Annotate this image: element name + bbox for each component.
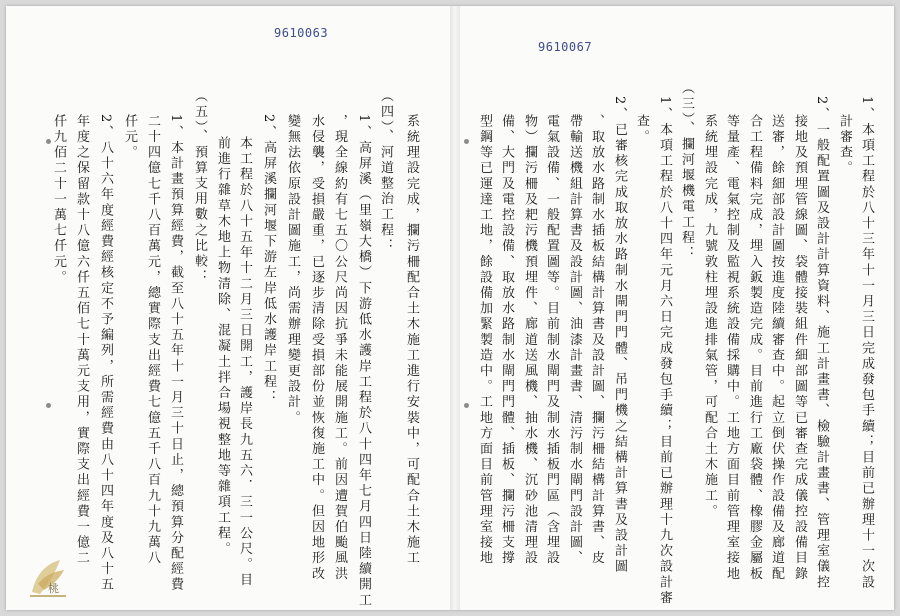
left-text-column: ，現全線約有七五〇公尺尚因抗爭未能展開施工。前因遭賀伯颱風洪 [332,114,347,582]
binding-hole [46,403,51,408]
left-text-column: 前進行雜草木地上物清除、混凝土拌合場視整地等雜項工程。 [215,136,230,558]
left-serial-stamp: 9610063 [274,26,329,40]
right-text-column: 備、大門及電控設備、取放水路制水閘門門體、插板、攔污柵支撐 [499,114,514,567]
right-text-column: 接地及預埋管線圖、袋體接裝組件細部圖等已審查完成儀控設備目錄 [792,114,807,582]
left-text-column: 2、高屏溪攔河堰下游左岸低水護岸工程： [261,114,276,406]
left-page [6,6,450,610]
svg-text:桃: 桃 [48,582,59,595]
left-text-column: 1、高屏溪（里嶺大橋）下游低水護岸工程於八十四年七月四日陸續開工 [356,114,371,609]
right-text-column: 1、本項工程於八十三年十一月三日完成發包手續；目前已辦理十一次設 [859,96,874,591]
left-text-column: 二十四億七千八百萬元，總實際支出經費七億五千八百九十九萬八 [145,114,160,567]
right-text-column: 合工程備料完成，埋入鈑製造完成。目前進行工廠袋體、橡膠金屬板 [747,114,762,582]
right-text-column: （三）、攔河堰機電工程： [679,81,694,262]
left-text-column: 年度之保留款十八億六仟五佰七十萬元支用，實際支出經費一億二 [74,114,89,567]
left-text-column: （四）、河道整治工程： [378,89,393,255]
right-text-column: 2、已審核完成取放水路制水閘門門體、吊門機之結構計算書及設計圖 [612,96,627,575]
right-text-column: 2、一般配置圖及設計計算資料、施工計畫書、檢驗計畫書、管理室儀控 [814,96,829,591]
binding-hole [464,139,469,144]
right-text-column: 物）攔污柵及耙污機預埋件、廊道送風機、抽水機、沉砂池清理設 [522,114,537,567]
left-text-column: 2、八十六年度經費經核定不予編列，所需經費由八十四年度及八十五 [98,114,113,593]
right-text-column: 帶輸送機組計算書及設計圖、油漆計畫書、清污制水閘門設計圖、 [567,114,582,567]
left-text-column: （五）、預算支用數之比較： [192,89,207,286]
right-text-column: 1、本項工程於八十四年元月六日完成發包手續；目前已辦理十九次設計審 [657,96,672,607]
left-text-column: 變無法依原設計圖施工，尚需辦理變更設計。 [285,114,300,426]
left-text-column: 仟元。 [122,114,137,161]
right-text-column: 送審，餘細部設計圖按進度陸續審查中。起立倒伏操作設備及廊道配 [769,114,784,582]
left-text-column: 1、本計畫預算經費，截至八十五年十一月三十日止，總預算分配經費 [168,114,183,593]
right-serial-stamp: 9610067 [538,40,593,54]
left-text-column: 系統理設完成，攔污柵配合土木施工進行安裝中，可配合土木施工 [404,114,419,567]
right-page [460,6,894,610]
right-text-column: 計審查。 [837,114,852,177]
right-text-column: 查。 [634,114,649,146]
left-text-column: 本工程於八十五年十二月三日開工，護岸長九五六．三一公尺。目 [237,136,252,589]
document-spread [6,6,894,610]
right-text-column: 、取放水路制水插板結構計算書及設計圖、攔污柵結構計算書、皮 [589,114,604,567]
right-text-column: 型鋼等已運達工地，餘設備加緊製造中。工地方面目前管理室接地 [477,114,492,567]
right-text-column: 等量產、電氣控制及監視系統設備採購中。工地方面目前管理室接地 [724,114,739,582]
library-logo-icon [26,554,72,600]
left-text-column: 水侵襲，受損嚴重，已逐步清除受損部份並恢復施工中。但因地形改 [309,114,324,582]
right-text-column: 電氣設備、一般配置圖等。目前制水閘門及制水插板門區（含埋設 [544,114,559,567]
binding-hole [464,403,469,408]
right-text-column: 系統埋設完成，九號敦柱埋設進排氣管，可配合土木施工。 [702,114,717,520]
page-gutter [450,6,460,610]
left-text-column: 仟九佰二十一萬七仟元。 [51,114,66,286]
